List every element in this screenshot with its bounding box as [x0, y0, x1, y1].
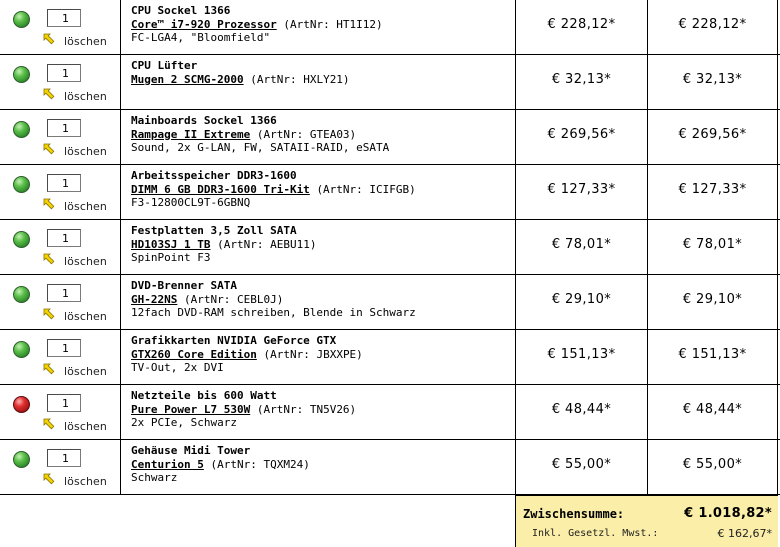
delete-link[interactable]: löschen [64, 365, 107, 378]
availability-status-icon [13, 286, 30, 303]
product-name-link[interactable]: DIMM 6 GB DDR3-1600 Tri-Kit [131, 182, 310, 196]
product-name-link[interactable]: HD103SJ 1 TB [131, 237, 211, 251]
column-divider [120, 385, 121, 439]
column-divider [777, 110, 778, 164]
cart-row-7 [0, 330, 780, 385]
column-divider [777, 55, 778, 109]
product-title-line [131, 73, 350, 87]
column-divider [120, 55, 121, 109]
column-divider [777, 275, 778, 329]
quantity-input[interactable] [47, 449, 81, 467]
product-description [131, 444, 310, 485]
product-details: 12fach DVD-RAM schreiben, Blende in Schwarz [131, 306, 416, 320]
unit-price: € 48,44* [551, 402, 612, 417]
product-details: F3-12800CL9T-6GBNQ [131, 196, 251, 210]
product-category: Arbeitsspeicher DDR3-1600 [131, 169, 297, 182]
column-divider [120, 330, 121, 384]
quantity-input[interactable] [47, 284, 81, 302]
availability-status-icon [13, 11, 30, 28]
column-divider [120, 110, 121, 164]
product-artnr: (ArtNr: ICIFGB) [316, 182, 416, 196]
product-artnr: (ArtNr: CEBL0J) [183, 292, 284, 306]
cart-row-3 [0, 110, 780, 165]
row-total-price: € 29,10* [682, 292, 743, 307]
product-description [131, 224, 316, 265]
subtotal-label: Zwischensumme: [523, 507, 625, 521]
row-total-price: € 32,13* [682, 72, 743, 87]
quantity-input[interactable] [47, 9, 81, 27]
quantity-input[interactable] [47, 229, 81, 247]
column-divider [777, 165, 778, 219]
product-artnr: (ArtNr: AEBU11) [217, 237, 317, 251]
product-title-line [131, 403, 356, 417]
unit-price: € 29,10* [551, 292, 612, 307]
product-artnr: (ArtNr: TQXM24) [210, 457, 310, 471]
cart-row-1 [0, 0, 780, 55]
product-name-link[interactable]: Rampage II Extreme [131, 127, 251, 141]
subtotal-value: € 1.018,82* [684, 506, 772, 521]
column-divider [777, 385, 778, 439]
product-title-line [131, 238, 316, 252]
availability-status-icon [13, 66, 30, 83]
quantity-input[interactable] [47, 64, 81, 82]
product-description [131, 279, 416, 320]
availability-status-icon [13, 231, 30, 248]
cart-row-4 [0, 165, 780, 220]
delete-arrow-icon[interactable] [43, 418, 55, 430]
unit-price: € 127,33* [547, 182, 616, 197]
delete-arrow-icon[interactable] [43, 473, 55, 485]
unit-price: € 32,13* [551, 72, 612, 87]
product-artnr: (ArtNr: TN5V26) [256, 402, 357, 416]
product-details: 2x PCIe, Schwarz [131, 416, 237, 430]
availability-status-icon [13, 341, 30, 358]
cart-row-5 [0, 220, 780, 275]
product-name-link[interactable]: Pure Power L7 530W [131, 402, 251, 416]
availability-status-icon [13, 451, 30, 468]
product-artnr: (ArtNr: JBXXPE) [263, 347, 363, 361]
delete-link[interactable]: löschen [64, 475, 107, 488]
product-artnr: (ArtNr: GTEA03) [256, 127, 357, 141]
product-category: Mainboards Sockel 1366 [131, 114, 277, 127]
quantity-input[interactable] [47, 174, 81, 192]
unit-price: € 269,56* [547, 127, 616, 142]
row-total-price: € 48,44* [682, 402, 743, 417]
unit-price: € 228,12* [547, 17, 616, 32]
column-divider [120, 220, 121, 274]
delete-arrow-icon[interactable] [43, 143, 55, 155]
row-total-price: € 78,01* [682, 237, 743, 252]
column-divider [120, 0, 121, 54]
quantity-input[interactable] [47, 394, 81, 412]
delete-arrow-icon[interactable] [43, 198, 55, 210]
product-category: Grafikkarten NVIDIA GeForce GTX [131, 334, 337, 347]
delete-arrow-icon[interactable] [43, 88, 55, 100]
product-description [131, 59, 350, 86]
cart-row-9 [0, 440, 780, 495]
unit-price: € 55,00* [551, 457, 612, 472]
product-details: Schwarz [131, 471, 178, 485]
product-title-line [131, 18, 383, 32]
column-divider [777, 220, 778, 274]
row-total-price: € 151,13* [678, 347, 747, 362]
tax-value: € 162,67* [717, 527, 772, 540]
tax-label: Inkl. Gesetzl. Mwst.: [532, 528, 659, 539]
product-title-line [131, 458, 310, 472]
product-category: CPU Sockel 1366 [131, 4, 231, 17]
product-description [131, 4, 383, 45]
column-divider [120, 275, 121, 329]
product-details: Sound, 2x G-LAN, FW, SATAII-RAID, eSATA [131, 141, 390, 155]
product-description [131, 389, 356, 430]
product-title-line [131, 293, 416, 307]
cart-row-2 [0, 55, 780, 110]
delete-arrow-icon[interactable] [43, 308, 55, 320]
product-details: FC-LGA4, "Bloomfield" [131, 31, 271, 45]
cart-row-8 [0, 385, 780, 440]
product-details: SpinPoint F3 [131, 251, 211, 265]
cart-row-6 [0, 275, 780, 330]
product-artnr: (ArtNr: HT1I12) [283, 17, 383, 31]
column-divider [120, 440, 121, 494]
delete-arrow-icon[interactable] [43, 363, 55, 375]
column-divider [777, 440, 778, 494]
delete-arrow-icon[interactable] [43, 253, 55, 265]
column-divider [120, 165, 121, 219]
quantity-input[interactable] [47, 119, 81, 137]
row-total-price: € 127,33* [678, 182, 747, 197]
delete-link[interactable]: löschen [64, 420, 107, 433]
product-name-link[interactable]: GH-22NS [131, 292, 178, 306]
delete-arrow-icon[interactable] [43, 33, 55, 45]
availability-status-icon [13, 176, 30, 193]
product-name-link[interactable]: Core™ i7-920 Prozessor [131, 17, 277, 31]
product-category: CPU Lüfter [131, 59, 198, 72]
delete-link[interactable]: löschen [64, 310, 107, 323]
product-title-line [131, 348, 363, 362]
product-description [131, 114, 389, 155]
product-details: TV-Out, 2x DVI [131, 361, 224, 375]
delete-link[interactable]: löschen [64, 145, 107, 158]
unit-price: € 151,13* [547, 347, 616, 362]
row-total-price: € 269,56* [678, 127, 747, 142]
product-title-line [131, 183, 416, 197]
row-total-price: € 228,12* [678, 17, 747, 32]
product-category: Netzteile bis 600 Watt [131, 389, 277, 402]
availability-status-icon [13, 121, 30, 138]
product-description [131, 334, 363, 375]
product-category: DVD-Brenner SATA [131, 279, 237, 292]
column-divider [777, 330, 778, 384]
product-category: Gehäuse Midi Tower [131, 444, 251, 457]
delete-link[interactable]: löschen [64, 255, 107, 268]
product-name-link[interactable]: Mugen 2 SCMG-2000 [131, 72, 244, 86]
unit-price: € 78,01* [551, 237, 612, 252]
product-name-link[interactable]: Centurion 5 [131, 457, 204, 471]
product-name-link[interactable]: GTX260 Core Edition [131, 347, 257, 361]
availability-status-icon [13, 396, 30, 413]
row-total-price: € 55,00* [682, 457, 743, 472]
delete-link[interactable]: löschen [64, 200, 107, 213]
quantity-input[interactable] [47, 339, 81, 357]
product-description [131, 169, 416, 210]
delete-link[interactable]: löschen [64, 35, 107, 48]
product-category: Festplatten 3,5 Zoll SATA [131, 224, 297, 237]
product-artnr: (ArtNr: HXLY21) [250, 72, 350, 86]
delete-link[interactable]: löschen [64, 90, 107, 103]
product-title-line [131, 128, 389, 142]
column-divider [777, 0, 778, 54]
cart-summary [515, 495, 778, 547]
